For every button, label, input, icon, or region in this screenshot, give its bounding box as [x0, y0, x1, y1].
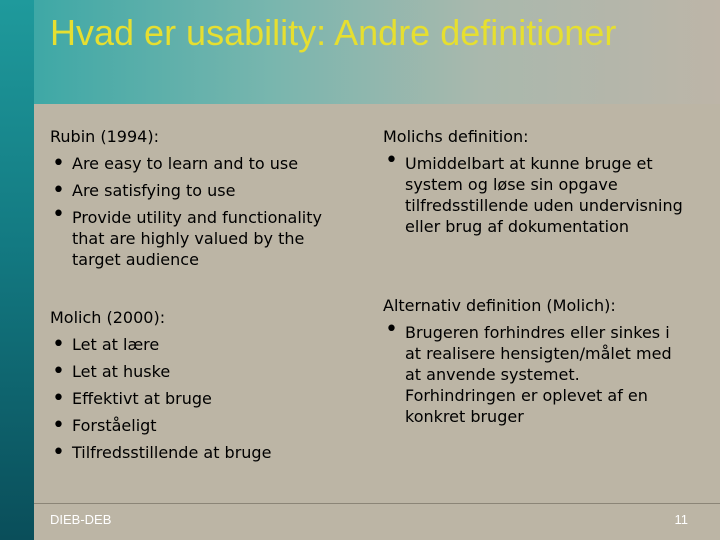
list-item-text: Tilfredsstillende at bruge: [72, 443, 272, 462]
slide-title: Hvad er usability: Andre definitioner: [50, 12, 617, 53]
list-item-text: Umiddelbart at kunne bruge et system og løse sin opgave tilfredsstillende uden undervisning eller brug af dokumentation: [405, 154, 683, 236]
list-item-text: Brugeren forhindres eller sinkes i at realisere hensigten/målet med at anvende systemet. Forhindringen er oplevet af en konkret bruger: [405, 323, 672, 426]
list-item-text: Forståeligt: [72, 416, 157, 435]
alternative-definition-section: [383, 293, 683, 427]
list-item: [50, 358, 350, 385]
bullet-icon: •: [52, 332, 65, 357]
bullet-icon: •: [52, 151, 65, 176]
page-number: 11: [674, 512, 688, 527]
molichs-definition-section: [383, 124, 693, 237]
rubin-heading: Rubin (1994):: [50, 127, 159, 146]
list-item: [50, 150, 350, 177]
molich-2000-heading: Molich (2000):: [50, 308, 166, 327]
list-item: [50, 177, 350, 204]
list-item: [383, 319, 683, 427]
list-item-text: Let at lære: [72, 335, 160, 354]
list-item: [50, 412, 350, 439]
bullet-icon: •: [385, 317, 398, 342]
list-item: [50, 331, 350, 358]
bullet-icon: •: [52, 359, 65, 384]
bullet-icon: •: [385, 148, 398, 173]
bullet-icon: •: [52, 178, 65, 203]
rubin-section: [50, 124, 350, 270]
list-item-text: Are satisfying to use: [72, 181, 236, 200]
molichs-definition-list: [383, 150, 693, 237]
alternative-definition-list: [383, 319, 683, 427]
bullet-icon: •: [52, 440, 65, 465]
footer-course-code: DIEB-DEB: [50, 512, 112, 527]
molich-2000-list: [50, 331, 350, 466]
list-item-text: Provide utility and functionality that are highly valued by the target audience: [72, 208, 322, 269]
rubin-list: [50, 150, 350, 270]
list-item-text: Are easy to learn and to use: [72, 154, 299, 173]
molichs-definition-heading: Molichs definition:: [383, 127, 529, 146]
left-accent-bar: [0, 0, 34, 540]
footer-divider: [34, 503, 720, 504]
list-item: [50, 385, 350, 412]
bullet-icon: •: [52, 202, 65, 227]
molich-2000-section: [50, 305, 350, 466]
list-item: [50, 204, 350, 270]
list-item: [50, 439, 350, 466]
alternative-definition-heading: Alternativ definition (Molich):: [383, 296, 616, 315]
bullet-icon: •: [52, 413, 65, 438]
list-item-text: Effektivt at bruge: [72, 389, 212, 408]
list-item-text: Let at huske: [72, 362, 171, 381]
bullet-icon: •: [52, 386, 65, 411]
list-item: [383, 150, 693, 237]
